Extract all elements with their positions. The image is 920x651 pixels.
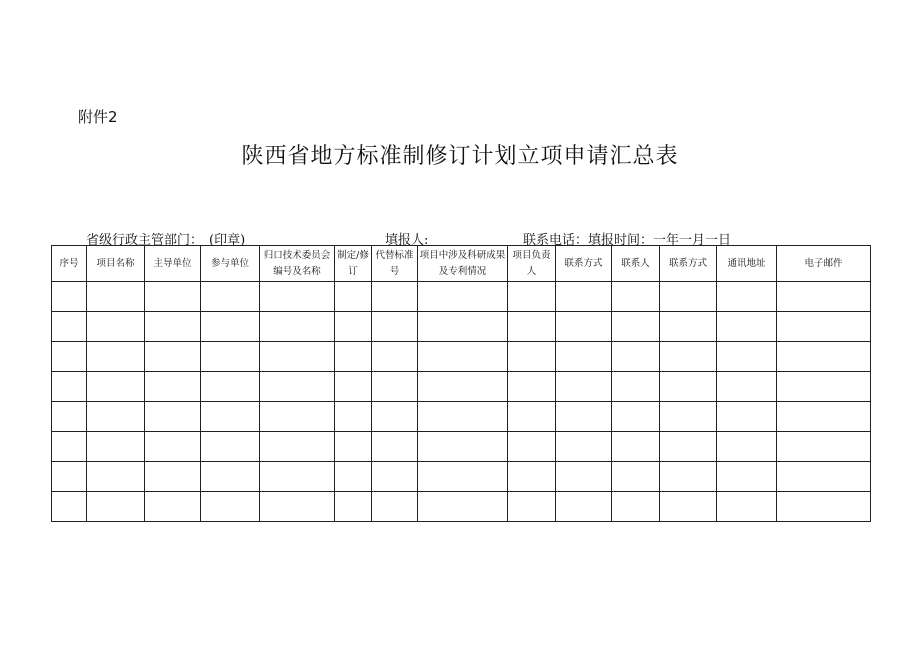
table-row — [52, 462, 871, 492]
table-cell — [508, 282, 556, 312]
table-cell — [556, 312, 612, 342]
table-cell — [418, 492, 508, 522]
table-row — [52, 372, 871, 402]
table-cell — [87, 282, 145, 312]
table-cell — [372, 282, 418, 312]
table-cell — [777, 492, 871, 522]
table-cell — [260, 282, 335, 312]
table-cell — [418, 462, 508, 492]
table-cell — [612, 372, 660, 402]
table-cell — [260, 312, 335, 342]
table-cell — [260, 342, 335, 372]
document-title: 陕西省地方标准制修订计划立项申请汇总表 — [241, 144, 679, 169]
table-cell — [418, 312, 508, 342]
table-cell — [372, 342, 418, 372]
table-cell — [717, 492, 777, 522]
table-body — [52, 282, 871, 522]
table-cell — [201, 372, 260, 402]
table-cell — [52, 372, 87, 402]
table-row — [52, 282, 871, 312]
table-cell — [717, 432, 777, 462]
table-cell — [777, 342, 871, 372]
table-cell — [660, 282, 717, 312]
header-cell: 联系方式 — [660, 246, 717, 282]
table-row — [52, 312, 871, 342]
table-cell — [52, 402, 87, 432]
table-cell — [556, 432, 612, 462]
table-cell — [201, 312, 260, 342]
dept-label: 省级行政主管部门： — [86, 233, 204, 248]
header-cell: 项目中涉及科研成果及专利情况 — [418, 246, 508, 282]
header-cell: 制定/修订 — [335, 246, 372, 282]
table-cell — [508, 432, 556, 462]
table-cell — [777, 402, 871, 432]
table-cell — [52, 492, 87, 522]
table-cell — [717, 372, 777, 402]
table-cell — [777, 282, 871, 312]
header-row — [52, 246, 871, 282]
table-cell — [372, 462, 418, 492]
table-cell — [87, 402, 145, 432]
table-cell — [145, 372, 201, 402]
table-cell — [201, 492, 260, 522]
table-cell — [556, 492, 612, 522]
table-cell — [201, 462, 260, 492]
table-cell — [372, 492, 418, 522]
summary-table — [51, 245, 871, 522]
table-cell — [260, 462, 335, 492]
table-cell — [660, 372, 717, 402]
header-cell: 归口技术委员会编号及名称 — [260, 246, 335, 282]
table-cell — [717, 312, 777, 342]
table-cell — [335, 342, 372, 372]
table-cell — [777, 372, 871, 402]
contact-date-label: 联系电话：填报时间：一年一月一日 — [523, 233, 732, 248]
table-cell — [418, 432, 508, 462]
header-cell: 代替标准号 — [372, 246, 418, 282]
table-cell — [612, 432, 660, 462]
table-row — [52, 402, 871, 432]
table-cell — [335, 312, 372, 342]
table-cell — [335, 462, 372, 492]
table-cell — [556, 402, 612, 432]
table-cell — [556, 282, 612, 312]
table-cell — [612, 462, 660, 492]
table-cell — [508, 372, 556, 402]
table-cell — [335, 402, 372, 432]
header-cell: 联系人 — [612, 246, 660, 282]
table-cell — [52, 462, 87, 492]
table-cell — [145, 402, 201, 432]
filler-label: 填报人: — [385, 233, 429, 248]
table-cell — [717, 282, 777, 312]
table-cell — [201, 432, 260, 462]
header-cell: 通讯地址 — [717, 246, 777, 282]
table-cell — [335, 492, 372, 522]
table-cell — [508, 402, 556, 432]
table-cell — [260, 492, 335, 522]
table-cell — [52, 432, 87, 462]
attachment-label: 附件2 — [78, 108, 118, 126]
table-cell — [660, 312, 717, 342]
table-row — [52, 492, 871, 522]
table-cell — [372, 432, 418, 462]
table-cell — [87, 462, 145, 492]
table-cell — [335, 372, 372, 402]
table-cell — [372, 312, 418, 342]
table-cell — [660, 462, 717, 492]
table-cell — [52, 312, 87, 342]
table-cell — [52, 342, 87, 372]
table-cell — [418, 402, 508, 432]
table-cell — [260, 432, 335, 462]
table-cell — [777, 462, 871, 492]
table-cell — [418, 372, 508, 402]
table-cell — [418, 342, 508, 372]
table-cell — [612, 282, 660, 312]
table-cell — [556, 342, 612, 372]
table-row — [52, 432, 871, 462]
table-cell — [556, 462, 612, 492]
table-cell — [508, 462, 556, 492]
table-cell — [612, 312, 660, 342]
table-cell — [717, 342, 777, 372]
table-cell — [777, 312, 871, 342]
header-cell: 项目名称 — [87, 246, 145, 282]
table-cell — [201, 402, 260, 432]
table-cell — [87, 492, 145, 522]
table-cell — [145, 312, 201, 342]
table-cell — [87, 372, 145, 402]
table-cell — [612, 492, 660, 522]
table-cell — [372, 402, 418, 432]
table-cell — [145, 342, 201, 372]
table-cell — [52, 282, 87, 312]
table-cell — [556, 372, 612, 402]
table-cell — [508, 342, 556, 372]
seal-text: (印章) — [209, 233, 246, 248]
table-cell — [660, 342, 717, 372]
table-cell — [87, 312, 145, 342]
table-cell — [717, 402, 777, 432]
table-cell — [660, 492, 717, 522]
table-cell — [612, 402, 660, 432]
table-cell — [335, 432, 372, 462]
table-cell — [660, 402, 717, 432]
table-cell — [260, 372, 335, 402]
table-cell — [612, 342, 660, 372]
table-cell — [508, 312, 556, 342]
header-cell: 主导单位 — [145, 246, 201, 282]
table-cell — [717, 462, 777, 492]
table-cell — [145, 282, 201, 312]
table-cell — [260, 402, 335, 432]
table-row — [52, 342, 871, 372]
table-cell — [777, 432, 871, 462]
table-cell — [87, 342, 145, 372]
table-cell — [660, 432, 717, 462]
header-cell: 项目负责人 — [508, 246, 556, 282]
table-cell — [201, 342, 260, 372]
table-cell — [87, 432, 145, 462]
table-cell — [145, 432, 201, 462]
table-cell — [145, 462, 201, 492]
table-cell — [372, 372, 418, 402]
header-cell: 参与单位 — [201, 246, 260, 282]
header-cell: 联系方式 — [556, 246, 612, 282]
table-cell — [508, 492, 556, 522]
table-cell — [145, 492, 201, 522]
table-cell — [418, 282, 508, 312]
table-cell — [335, 282, 372, 312]
table-cell — [201, 282, 260, 312]
header-cell: 序号 — [52, 246, 87, 282]
header-cell: 电子邮件 — [777, 246, 871, 282]
